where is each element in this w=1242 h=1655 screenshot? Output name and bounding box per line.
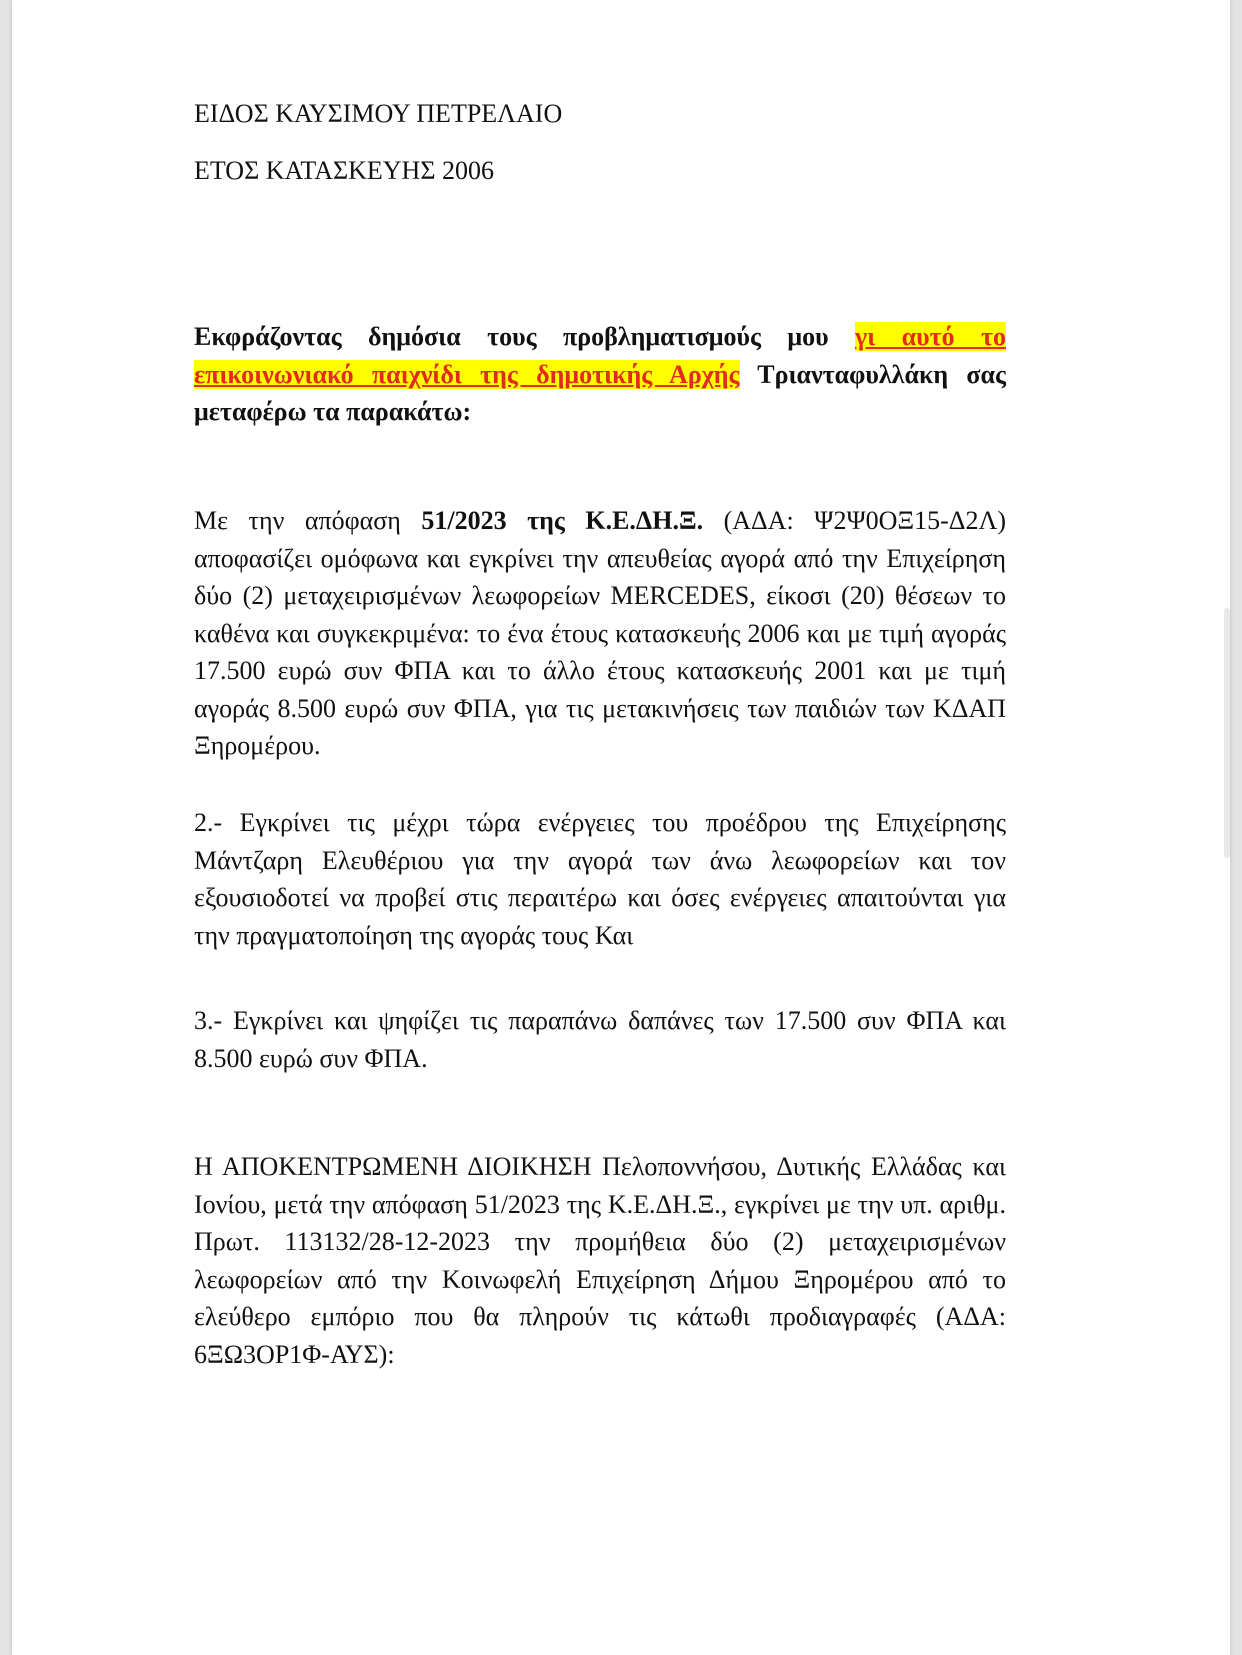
decision-reference: 51/2023 της Κ.Ε.ΔΗ.Ξ. (421, 506, 704, 535)
decision-paragraph (194, 502, 1006, 765)
item-2-paragraph: 2.- Εγκρίνει τις μέχρι τώρα ενέργειες του προέδρου της Επιχείρησης Μάντζαρη Ελευθέριου για την αγορά των άνω λεωφορείων και τον εξουσιοδοτεί να προβεί στις περαιτέρω και όσες ενέργειες απαιτούνται για την πραγματοποίηση της αγοράς τους Και (194, 808, 1006, 950)
year-line: ΕΤΟΣ ΚΑΤΑΣΚΕΥΗΣ 2006 (194, 156, 494, 185)
decision-intro: Με την απόφαση (194, 506, 422, 535)
document-page (12, 0, 1230, 1655)
statement-highlight: γι αυτό το επικοινωνιακό παιχνίδι της δημοτικής Αρχής (194, 322, 1006, 389)
scrollbar[interactable] (1224, 608, 1230, 858)
decision-body: (ΑΔΑ: Ψ2Ψ0ΟΞ15-Δ2Λ) αποφασίζει ομόφωνα και εγκρίνει την απευθείας αγορά από την Επιχείρηση δύο (2) μεταχειρισμένων λεωφορείων MERCEDES, είκοσι (20) θέσεων το καθένα και συγκεκριμένα: το ένα έτους κατασκευής 2006 και με τιμή αγοράς 17.500 ευρώ συν ΦΠΑ και το άλλο έτους κατασκευής 2001 και με τιμή αγοράς 8.500 ευρώ συν ΦΠΑ, για τις μετακινήσεις των παιδιών των ΚΔΑΠ Ξηρομέρου. (194, 506, 1007, 760)
statement-paragraph (194, 318, 1006, 431)
statement-end: Τριανταφυλλάκη σας μεταφέρω τα παρακάτω: (194, 359, 1006, 426)
administration-paragraph: Η ΑΠΟΚΕΝΤΡΩΜΕΝΗ ΔΙΟΙΚΗΣΗ Πελοποννήσου, Δυτικής Ελλάδας και Ιονίου, μετά την απόφαση 51/2023 της Κ.Ε.ΔΗ.Ξ., εγκρίνει με την υπ. αριθμ. Πρωτ. 113132/28-12-2023 την προμήθεια δύο (2) μεταχειρισμένων λεωφορείων από την Κοινωφελή Επιχείρηση Δήμου Ξηρομέρου από το ελεύθερο εμπόριο που θα πληρούν τις κάτωθι προδιαγραφές (ΑΔΑ: 6ΞΩ3ΟΡ1Φ-ΑΥΣ): (194, 1152, 1006, 1369)
item-3-paragraph: 3.- Εγκρίνει και ψηφίζει τις παραπάνω δαπάνες των 17.500 συν ΦΠΑ και 8.500 ευρώ συν ΦΠΑ. (194, 1006, 1006, 1073)
fuel-type-line: ΕΙΔΟΣ ΚΑΥΣΙΜΟΥ ΠΕΤΡΕΛΑΙΟ (194, 99, 563, 128)
statement-start: Εκφράζοντας δημόσια τους προβληματισμούς μου (194, 322, 856, 351)
